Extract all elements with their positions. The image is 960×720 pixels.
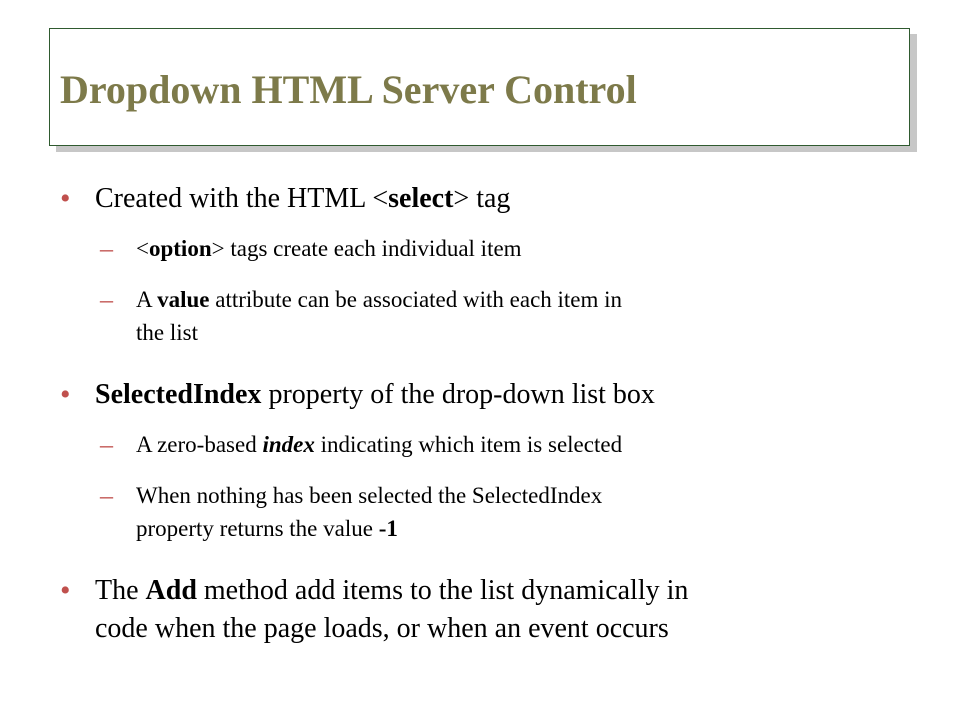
bullet-3-text: The Add method add items to the list dynamically in code when the page loads, or when an event occurs: [95, 575, 689, 644]
bullet-3-marker: •: [60, 574, 71, 607]
option-keyword: option: [148, 236, 212, 261]
add-keyword: Add: [145, 575, 197, 606]
bullet-1-marker: •: [60, 182, 71, 215]
bullet-1-sub-1-text: <option> tags create each individual item: [136, 236, 522, 261]
bullet-1-text: Created with the HTML <select> tag: [95, 183, 511, 214]
bullet-2-sub-1-marker: –: [100, 430, 113, 459]
bullet-1-sub-1-marker: –: [100, 234, 113, 263]
bullet-2-sub-1-text: A zero-based index indicating which item is selected: [136, 432, 623, 457]
value-keyword: value: [157, 287, 210, 312]
bullet-2-marker: •: [60, 378, 71, 411]
slide-title: Dropdown HTML Server Control: [60, 67, 637, 112]
minus-one-value: -1: [378, 516, 398, 541]
bullet-2-sub-2-marker: –: [100, 481, 113, 510]
bullet-1-sub-2-text: A value attribute can be associated with each item in the list: [136, 287, 623, 345]
index-keyword: index: [262, 432, 315, 457]
bullet-2-text: SelectedIndex property of the drop-down list box: [95, 379, 655, 410]
select-keyword: select: [388, 183, 454, 214]
bullet-1-sub-2-marker: –: [100, 285, 113, 314]
bullet-2-sub-2-text: When nothing has been selected the SelectedIndex property returns the value -1: [136, 483, 603, 541]
selectedindex-keyword: SelectedIndex: [95, 379, 262, 410]
